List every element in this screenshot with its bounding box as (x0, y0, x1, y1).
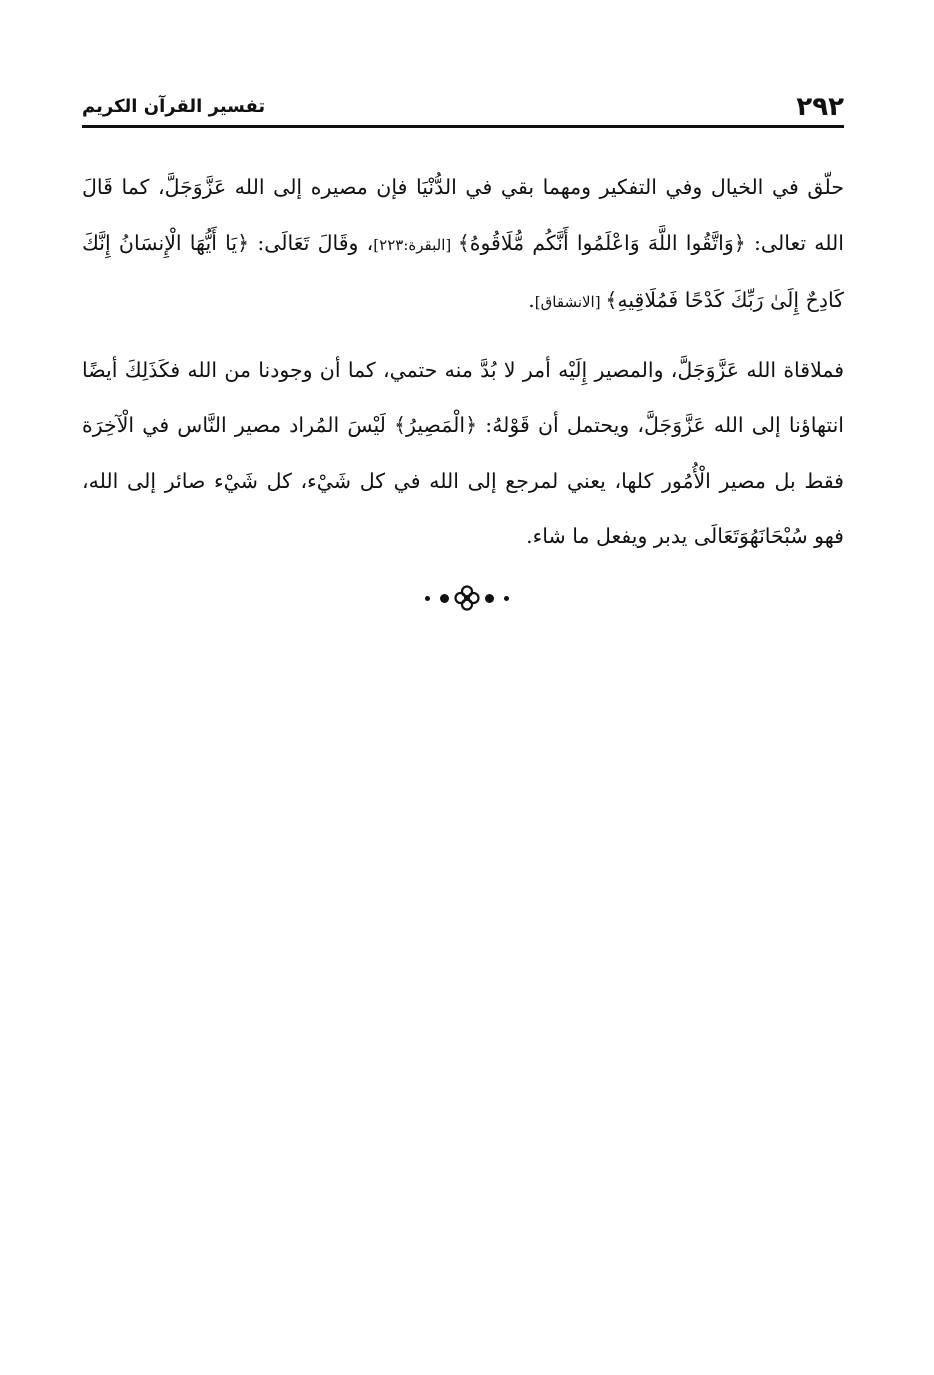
paragraph-2 (82, 343, 844, 565)
page-header (82, 92, 844, 130)
body-text (82, 160, 844, 565)
book-title: تفسير القرآن الكريم (82, 96, 266, 117)
ornament-dot-icon (504, 596, 509, 601)
quran-word: ﴿الْمَصِيرُ﴾ (394, 413, 478, 437)
verse-reference-1: [البقرة:٢٢٣] (373, 235, 458, 254)
floral-ornament-icon (454, 585, 480, 611)
paragraph-2-text-a: فملاقاة الله عَزَّوَجَلَّ، والمصير إِلَيْه أمر لا بُدَّ منه حتمي، كما أن وجودنا من الله فكَذَلِكَ أيضًا انتهاؤنا إلى الله عَزَّوَجَلَّ، ويحتمل أن قَوْلهُ: (82, 357, 845, 437)
paragraph-1 (82, 160, 844, 331)
paragraph-1-text-a: حلّق في الخيال وفي التفكير ومهما بقي في الدُّنْيَا فإن مصيره إلى الله عَزَّوَجَلَّ، كما قَالَ الله تعالى: (82, 175, 844, 255)
paragraph-2-text-b: لَيْسَ المُراد مصير النَّاس في الْآخِرَة فقط بل مصير الْأُمُور كلها، يعني لمرجع إلى الله في كل شَيْء، كل شَيْء صائر إلى الله، فهو سُبْحَانَهُوَتَعَالَى يدبر ويفعل ما شاء. (82, 413, 844, 548)
ornament-dot-icon (425, 596, 430, 601)
paragraph-1-text-b: ، وقَالَ تَعَالَى: (249, 230, 374, 255)
verse-reference-2: [الانشقاق] (534, 293, 606, 311)
section-ornament (0, 585, 934, 611)
ornament-dot-icon (440, 594, 449, 603)
ornament-dot-icon (485, 594, 494, 603)
quran-verse-1: ﴿وَاتَّقُوا اللَّهَ وَاعْلَمُوا أَنَّكُم مُّلَاقُوهُ﴾ (457, 230, 746, 255)
page-number: ٢٩٢ (796, 92, 844, 122)
paragraph-1-end: . (528, 288, 535, 312)
header-rule (82, 125, 844, 128)
quran-verse-2: ﴿يَا أَيُّهَا الْإِنسَانُ إِنَّكَ كَادِحٌ إِلَىٰ رَبِّكَ كَدْحًا فَمُلَاقِيهِ﴾ (82, 230, 844, 312)
